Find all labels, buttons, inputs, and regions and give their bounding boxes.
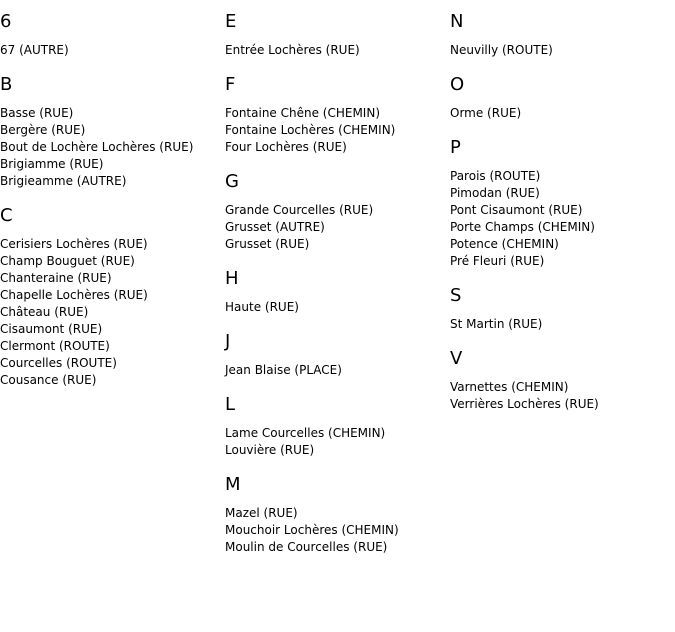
letter-heading: L xyxy=(225,394,236,415)
street-link[interactable]: Bout de Lochère Lochères (RUE) xyxy=(0,140,194,154)
street-list xyxy=(225,299,450,316)
street-link[interactable]: Four Lochères (RUE) xyxy=(225,140,347,154)
street-link[interactable]: St Martin (RUE) xyxy=(450,317,543,331)
street-list xyxy=(225,42,450,59)
letter-heading: M xyxy=(225,474,241,495)
street-list xyxy=(225,362,450,379)
street-link[interactable]: Bergère (RUE) xyxy=(0,123,86,137)
street-link[interactable]: Brigieamme (AUTRE) xyxy=(0,174,127,188)
street-link[interactable]: Louvière (RUE) xyxy=(225,443,315,457)
street-link[interactable]: Potence (CHEMIN) xyxy=(450,237,559,251)
index-column xyxy=(225,0,450,571)
street-link[interactable]: Cousance (RUE) xyxy=(0,373,97,387)
street-link[interactable]: Verrières Lochères (RUE) xyxy=(450,397,599,411)
letter-heading: H xyxy=(225,268,239,289)
street-list xyxy=(225,505,450,556)
street-link[interactable]: Neuvilly (ROUTE) xyxy=(450,43,553,57)
street-list xyxy=(0,236,225,389)
street-link[interactable]: Château (RUE) xyxy=(0,305,89,319)
letter-group xyxy=(225,171,450,253)
street-link[interactable]: Parois (ROUTE) xyxy=(450,169,541,183)
street-link[interactable]: Basse (RUE) xyxy=(0,106,74,120)
street-link[interactable]: Lame Courcelles (CHEMIN) xyxy=(225,426,386,440)
street-link[interactable]: Grusset (RUE) xyxy=(225,237,310,251)
street-list xyxy=(450,379,675,413)
street-list xyxy=(225,105,450,156)
letter-heading: F xyxy=(225,74,236,95)
street-link[interactable]: Chanteraine (RUE) xyxy=(0,271,112,285)
street-link[interactable]: Jean Blaise (PLACE) xyxy=(225,363,342,377)
street-list xyxy=(450,168,675,270)
letter-group xyxy=(450,285,675,333)
street-link[interactable]: Pré Fleuri (RUE) xyxy=(450,254,545,268)
street-link[interactable]: Clermont (ROUTE) xyxy=(0,339,110,353)
letter-group xyxy=(450,137,675,270)
street-link[interactable]: Courcelles (ROUTE) xyxy=(0,356,117,370)
street-link[interactable]: Chapelle Lochères (RUE) xyxy=(0,288,148,302)
street-link[interactable]: Pimodan (RUE) xyxy=(450,186,540,200)
street-list xyxy=(450,316,675,333)
letter-heading: J xyxy=(225,331,231,352)
letter-heading: B xyxy=(0,74,13,95)
letter-heading: 6 xyxy=(0,11,12,32)
street-link[interactable]: Champ Bouguet (RUE) xyxy=(0,254,135,268)
letter-heading: C xyxy=(0,205,13,226)
street-link[interactable]: Grande Courcelles (RUE) xyxy=(225,203,374,217)
street-link[interactable]: Moulin de Courcelles (RUE) xyxy=(225,540,388,554)
street-link[interactable]: Cisaumont (RUE) xyxy=(0,322,103,336)
letter-heading: V xyxy=(450,348,463,369)
street-list xyxy=(450,105,675,122)
street-list xyxy=(0,42,225,59)
index-column xyxy=(450,0,675,428)
street-link[interactable]: Haute (RUE) xyxy=(225,300,299,314)
street-link[interactable]: Fontaine Chêne (CHEMIN) xyxy=(225,106,381,120)
letter-group xyxy=(225,474,450,556)
street-list xyxy=(225,425,450,459)
street-link[interactable]: Orme (RUE) xyxy=(450,106,522,120)
letter-heading: S xyxy=(450,285,462,306)
street-link[interactable]: Pont Cisaumont (RUE) xyxy=(450,203,583,217)
letter-heading: O xyxy=(450,74,465,95)
letter-group xyxy=(225,394,450,459)
street-list xyxy=(0,105,225,190)
street-link[interactable]: Grusset (AUTRE) xyxy=(225,220,325,234)
letter-group xyxy=(225,11,450,59)
street-link[interactable]: Cerisiers Lochères (RUE) xyxy=(0,237,148,251)
letter-group xyxy=(225,268,450,316)
letter-heading: P xyxy=(450,137,461,158)
letter-group xyxy=(0,205,225,389)
index-column xyxy=(0,0,225,404)
letter-group xyxy=(225,74,450,156)
letter-heading: E xyxy=(225,11,237,32)
letter-heading: G xyxy=(225,171,239,192)
street-link[interactable]: Fontaine Lochères (CHEMIN) xyxy=(225,123,396,137)
letter-group xyxy=(450,11,675,59)
street-list xyxy=(225,202,450,253)
street-list xyxy=(450,42,675,59)
letter-group xyxy=(225,331,450,379)
street-link[interactable]: Mouchoir Lochères (CHEMIN) xyxy=(225,523,399,537)
letter-heading: N xyxy=(450,11,464,32)
letter-group xyxy=(0,11,225,59)
street-link[interactable]: Brigiamme (RUE) xyxy=(0,157,104,171)
street-link[interactable]: Mazel (RUE) xyxy=(225,506,298,520)
street-link[interactable]: Varnettes (CHEMIN) xyxy=(450,380,569,394)
letter-group xyxy=(0,74,225,190)
street-link[interactable]: Entrée Lochères (RUE) xyxy=(225,43,360,57)
street-link[interactable]: 67 (AUTRE) xyxy=(0,43,69,57)
letter-group xyxy=(450,74,675,122)
letter-group xyxy=(450,348,675,413)
street-link[interactable]: Porte Champs (CHEMIN) xyxy=(450,220,595,234)
